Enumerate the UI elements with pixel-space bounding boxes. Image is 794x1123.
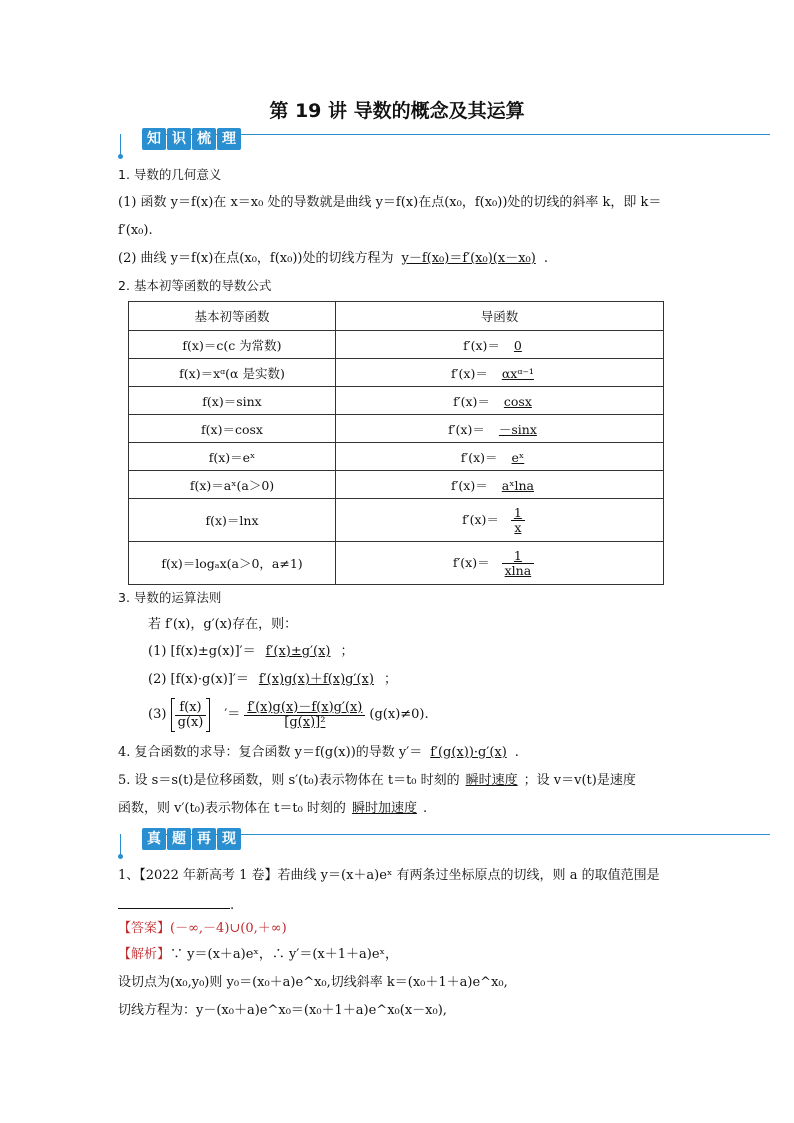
banner-char: 题 [167, 828, 191, 850]
fraction-denominator: x [514, 519, 522, 535]
bracket-right [206, 698, 210, 732]
table-cell-derivative [336, 359, 664, 387]
section-banner-exam [118, 828, 770, 858]
page-title: 第 19 讲 导数的概念及其运算 [269, 100, 525, 122]
table-cell-function: f(x)＝sinx [129, 387, 336, 415]
table-cell-derivative [336, 443, 664, 471]
derivative-table [128, 301, 664, 585]
derivative-answer: －sinx [498, 421, 537, 437]
s4-suffix: . [514, 745, 519, 760]
s1-p2-suffix: . [543, 251, 548, 266]
s4-answer: f′(g(x))·g′(x) [430, 745, 507, 760]
s1-p2 [118, 250, 548, 268]
derivative-fraction [499, 506, 537, 535]
section-heading-1: 1. 导数的几何意义 [118, 167, 222, 182]
table-header-cell: 基本初等函数 [129, 302, 336, 331]
table-header [129, 302, 664, 331]
section-banner-knowledge [118, 128, 770, 158]
s5-suffix: ；设 v＝v(t)是速度 [523, 773, 636, 788]
banner-char: 知 [142, 128, 166, 150]
s5-prefix: 函数，则 v′(t₀)表示物体在 t＝t₀ 时刻的 [118, 801, 346, 816]
derivative-prefix: f′(x)＝ [460, 449, 498, 465]
s5-suffix: . [422, 801, 428, 816]
rule-prefix: (3) [148, 707, 167, 722]
table-cell-derivative [336, 415, 664, 443]
banner-dot [118, 854, 123, 859]
s3-rule-2 [148, 671, 397, 689]
rule-answer: f′(x)g(x)＋f(x)g′(x) [258, 672, 374, 687]
question-1-text: 1、【2022 年新高考 1 卷】若曲线 y＝(x＋a)eˣ 有两条过坐标原点的切线，则 a 的取值范围是 [118, 868, 660, 883]
banner-dot [118, 154, 123, 159]
s1-p1b: f′(x₀). [118, 223, 153, 238]
solution-label: 【解析】 [118, 947, 171, 962]
fraction-numerator: 1 [511, 506, 525, 521]
table-row [129, 499, 664, 542]
section-heading-3: 3. 导数的运算法则 [118, 590, 222, 605]
s3-rule-1 [148, 643, 354, 661]
fraction-denominator: [g(x)]² [284, 714, 326, 730]
s1-p1a: (1) 函数 y＝f(x)在 x＝x₀ 处的导数就是曲线 y＝f(x)在点(x₀，f(x₀))处的切线的斜率 k，即 k＝ [118, 195, 662, 210]
derivative-prefix: f′(x)＝ [452, 554, 490, 570]
derivative-prefix: f′(x)＝ [453, 393, 490, 409]
banner-char: 识 [167, 128, 191, 150]
derivative-prefix: f′(x)＝ [463, 337, 500, 353]
fraction-numerator: f(x) [175, 701, 207, 716]
table-cell-derivative [336, 499, 664, 542]
table-header-cell: 导函数 [336, 302, 664, 331]
banner-tag [142, 828, 241, 850]
fraction-numerator: f′(x)g(x)－f(x)g′(x) [244, 701, 365, 716]
banner-char: 现 [217, 828, 241, 850]
banner-char: 理 [217, 128, 241, 150]
derivative-prefix: f′(x)＝ [448, 421, 485, 437]
solution-line-3: 切线方程为：y－(x₀＋a)e^x₀＝(x₀＋1＋a)e^x₀(x－x₀), [118, 1003, 447, 1018]
rule-prime: ′＝ [224, 707, 241, 722]
fraction-denominator: xlna [504, 562, 532, 578]
answer-line [118, 920, 287, 938]
table-row [129, 471, 664, 499]
table-cell-derivative [336, 542, 664, 585]
answer-value: (－∞,－4)∪(0,＋∞) [170, 921, 287, 936]
answer-blank [118, 896, 230, 909]
solution-line-1 [118, 946, 398, 964]
s5-answer: 瞬时速度 [465, 773, 518, 788]
rule-answer-fraction [240, 701, 369, 730]
table-row [129, 359, 664, 387]
s4-composite [118, 744, 519, 762]
answer-label: 【答案】 [118, 921, 171, 936]
s5-answer: 瞬时加速度 [351, 801, 417, 816]
s5-line-2 [118, 800, 427, 818]
derivative-answer: αxᵅ⁻¹ [501, 365, 534, 381]
table-cell-function: f(x)＝xᵅ(α 是实数) [129, 359, 336, 387]
table-row [129, 415, 664, 443]
solution-line-2: 设切点为(x₀,y₀)则 y₀＝(x₀＋a)e^x₀,切线斜率 k＝(x₀＋1＋a)e^x₀, [118, 975, 508, 990]
derivative-prefix: f′(x)＝ [450, 477, 488, 493]
s1-p2-answer: y－f(x₀)＝f′(x₀)(x－x₀) [401, 251, 536, 266]
table-row [129, 443, 664, 471]
table-cell-function: f(x)＝aˣ(a＞0) [129, 471, 336, 499]
s3-rule-3 [148, 698, 429, 732]
banner-vline [120, 834, 121, 856]
table-row [129, 387, 664, 415]
table-row [129, 331, 664, 359]
banner-char: 梳 [192, 128, 216, 150]
rule-suffix: ； [383, 672, 397, 687]
table-cell-function: f(x)＝cosx [129, 415, 336, 443]
derivative-answer: 0 [513, 337, 522, 353]
fraction-numerator: 1 [502, 549, 535, 564]
fraction-denominator: g(x) [177, 714, 204, 730]
derivative-prefix: f′(x)＝ [451, 365, 488, 381]
banner-char: 再 [192, 828, 216, 850]
table-cell-function: f(x)＝lnx [129, 499, 336, 542]
table-cell-function: f(x)＝c(c 为常数) [129, 331, 336, 359]
banner-tag [142, 128, 241, 150]
blank-suffix: . [230, 898, 235, 913]
lhs-fraction [175, 701, 207, 730]
derivative-prefix: f′(x)＝ [462, 511, 499, 527]
rule-suffix: (g(x)≠0). [369, 707, 429, 722]
table-row [129, 542, 664, 585]
table-cell-derivative [336, 471, 664, 499]
section-heading-2: 2. 基本初等函数的导数公式 [118, 278, 272, 293]
banner-rule [158, 834, 770, 835]
s1-p2-prefix: (2) 曲线 y＝f(x)在点(x₀，f(x₀))处的切线方程为 [118, 251, 394, 266]
s3-intro: 若 f′(x)，g′(x)存在，则： [148, 617, 298, 632]
rule-prefix: (2) [f(x)·g(x)]′＝ [148, 672, 249, 687]
derivative-fraction [490, 549, 547, 578]
table-cell-function: f(x)＝eˣ [129, 443, 336, 471]
s4-prefix: 4. 复合函数的求导：复合函数 y＝f(g(x))的导数 y′＝ [118, 745, 423, 760]
derivative-answer: eˣ [511, 449, 525, 465]
derivative-answer: cosx [503, 393, 532, 409]
derivative-answer: aˣlna [501, 477, 535, 493]
rule-suffix: ； [340, 644, 354, 659]
banner-vline [120, 134, 121, 156]
banner-rule [158, 134, 770, 135]
rule-prefix: (1) [f(x)±g(x)]′＝ [148, 644, 256, 659]
table-cell-derivative [336, 387, 664, 415]
table-cell-function: f(x)＝logₐx(a＞0，a≠1) [129, 542, 336, 585]
solution-text: ∵ y＝(x＋a)eˣ，∴ y′＝(x＋1＋a)eˣ， [170, 947, 399, 962]
table-cell-derivative [336, 331, 664, 359]
question-1-blank [118, 896, 234, 915]
s5-prefix: 5. 设 s＝s(t)是位移函数，则 s′(t₀)表示物体在 t＝t₀ 时刻的 [118, 773, 460, 788]
s5-line-1 [118, 772, 636, 790]
banner-char: 真 [142, 828, 166, 850]
rule-answer: f′(x)±g′(x) [265, 644, 331, 659]
